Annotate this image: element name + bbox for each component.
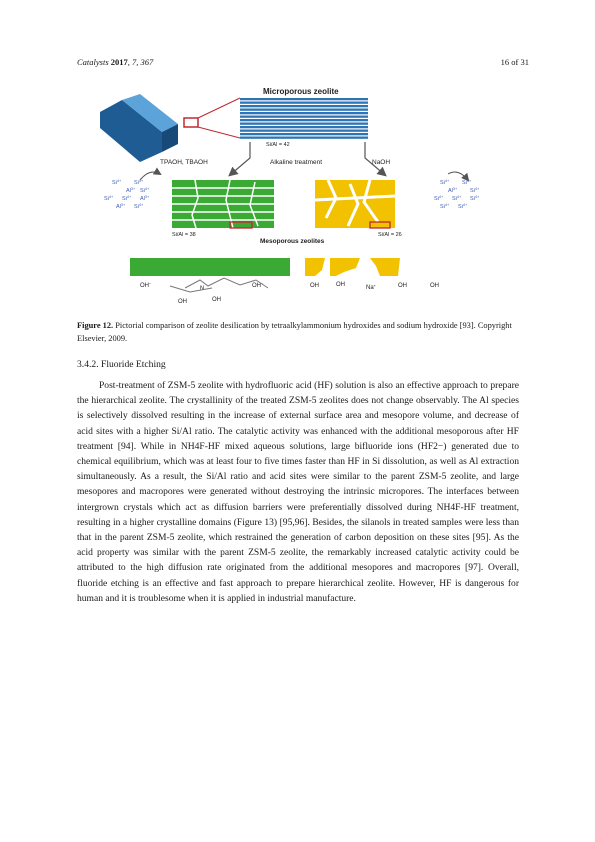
micropore-block xyxy=(240,98,368,139)
si-ion-label: $Si^{4+}$ xyxy=(122,195,132,202)
micropore-channel xyxy=(240,119,368,121)
micropore-channel xyxy=(240,116,368,118)
micro-title: Microporous zeolite xyxy=(263,87,339,96)
surface-labels xyxy=(140,281,439,305)
surface-label: OH xyxy=(336,282,345,288)
surface-label: N xyxy=(200,286,205,292)
ratio-top: Si/Al = 42 xyxy=(266,142,290,148)
micropore-channel xyxy=(240,109,368,111)
body-text xyxy=(77,378,519,606)
surface-label: OH xyxy=(398,283,407,289)
surface-label: OH xyxy=(178,299,187,305)
si-ion-label: $Si^{4+}$ xyxy=(470,195,480,202)
journal-volume: , 7, 367 xyxy=(127,57,154,67)
figure-caption xyxy=(77,320,522,345)
figure-12 xyxy=(100,80,540,312)
si-ion-label: $Si^{4+}$ xyxy=(470,187,480,194)
label-alkaline: Alkaline treatment xyxy=(270,159,323,166)
label-naoh: NaOH xyxy=(372,159,391,166)
si-ion-label: $Si^{4+}$ xyxy=(112,179,122,186)
si-ion-label: $Si^{4+}$ xyxy=(458,203,468,210)
si-ion-label: $Si^{4+}$ xyxy=(134,179,144,186)
si-ion-label: $Si^{4+}$ xyxy=(440,179,450,186)
page-header xyxy=(77,57,529,69)
surface-label: OH xyxy=(310,283,319,289)
label-tpaoh: TPAOH, TBAOH xyxy=(160,159,208,166)
micropore-channel xyxy=(240,130,368,132)
si-ion-label: $Si^{4+}$ xyxy=(452,195,462,202)
micropore-channel xyxy=(240,98,368,100)
si-ion-label: $Si^{4+}$ xyxy=(434,195,444,202)
surface-label: OH− xyxy=(140,281,152,289)
surface-label: OH xyxy=(430,283,439,289)
crystal-highlight-box xyxy=(184,118,198,127)
micropore-channel xyxy=(240,126,368,128)
al-ion-label: $Al^{3+}$ xyxy=(126,187,136,194)
micropore-channel xyxy=(240,133,368,135)
zeolite-diagram xyxy=(100,80,540,312)
ratio-right: Si/Al = 26 xyxy=(378,232,402,238)
si-ion-label: $Si^{4+}$ xyxy=(462,179,472,186)
journal-year: 2017 xyxy=(110,57,128,67)
ion-labels xyxy=(104,179,480,210)
zeolite-crystal-icon xyxy=(100,94,198,162)
page-number: 16 of 31 xyxy=(500,57,529,67)
al-ion-label: $Al^{3+}$ xyxy=(140,195,150,202)
section-title: 3.4.2. Fluoride Etching xyxy=(77,359,166,370)
si-ion-label: $Si^{4+}$ xyxy=(440,203,450,210)
surface-label: Na+ xyxy=(366,283,377,291)
micropore-channel xyxy=(240,105,368,107)
caption-label: Figure 12. xyxy=(77,321,114,330)
surface-label: OH− xyxy=(252,281,264,289)
caption-text: Pictorial comparison of zeolite desilication by tetraalkylammonium hydroxides and sodium hydroxide [93]. Copyright Elsevier, 2009. xyxy=(77,321,512,343)
yellow-mesoporous-block xyxy=(315,180,395,228)
si-ion-label: $Si^{4+}$ xyxy=(140,187,150,194)
micropore-channel xyxy=(240,102,368,104)
meso-label: Mesoporous zeolites xyxy=(260,238,325,245)
surface-label: OH xyxy=(212,297,221,303)
al-ion-label: $Al^{3+}$ xyxy=(448,187,458,194)
journal-name: Catalysts xyxy=(77,57,109,67)
paragraph: Post-treatment of ZSM-5 zeolite with hydrofluoric acid (HF) solution is also an effective approach to prepare the hierarchical zeolite. The crystallinity of the treated ZSM-5 zeolites does not change observably. The Al species is selectively dissolved resulting in the increase of external surface area and mesopore volume, and decrease of acid sites with a higher Si/Al ratio. The catalytic activity was enhanced with the additional mesoporous after HF treatment [94]. While in NH4F-HF mixed aqueous solutions, large bifluoride ions (HF2−) generated due to chemical equilibrium, which was at least four to five times faster than HF in Si dissolution, as well as Al extraction simultaneously. As a result, the Si/Al ratio and acid sites were similar to the parent ZSM-5 zeolite, and large mesopores and macropores were generated without destroying the intrinsic micropores. The interfaces between intergrown crystals which act as diffusion barriers were preferentially dissolved during NH4F-HF treatment, resulting in a higher crystalline domains (Figure 13) [95,96]. Besides, the silanols in treated samples were less than that in the parent ZSM-5 zeolite, which restrained the generation of carbon deposition on these sites [95]. As the acid property was similar with the parent ZSM-5 zeolite, the remarkably increased catalytic activity could be attributed to the high diffusion rate originated from the additional mesopores and macropores [97]. Overall, fluoride etching is an effective and fast approach to prepare hierarchical zeolite. However, HF is dangerous for human and it is troublesome when it is applied in industrial manufacture. xyxy=(77,380,519,604)
si-ion-label: $Si^{4+}$ xyxy=(104,195,114,202)
al-ion-label: $Al^{3+}$ xyxy=(116,203,126,210)
micropore-channel xyxy=(240,112,368,114)
si-ion-label: $Si^{4+}$ xyxy=(134,203,144,210)
green-surface-strip xyxy=(130,258,290,276)
ratio-left: Si/Al = 38 xyxy=(172,232,196,238)
micropore-channel xyxy=(240,137,368,139)
journal-citation xyxy=(77,57,153,67)
micropore-channel xyxy=(240,123,368,125)
